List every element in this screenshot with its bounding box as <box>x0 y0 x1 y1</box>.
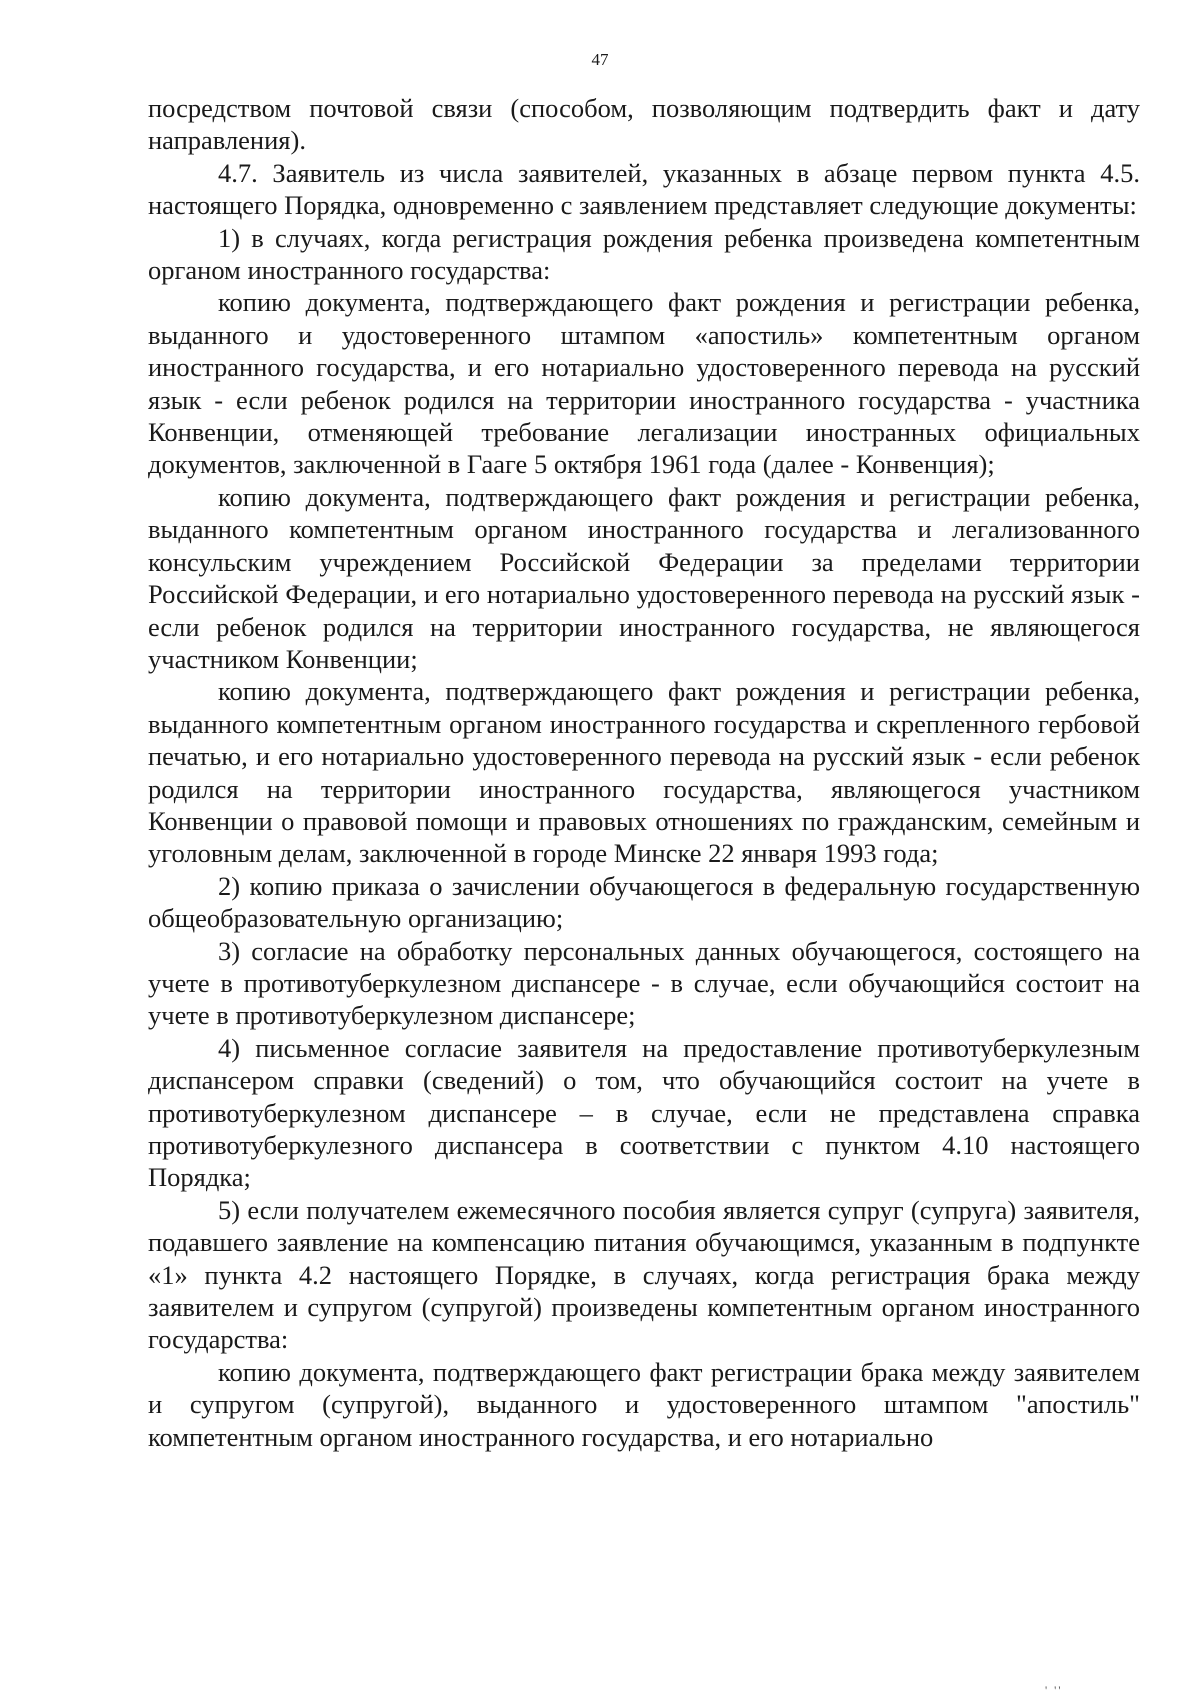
scan-corner-mark: ' '' <box>1045 1683 1063 1697</box>
paragraph-3: 1) в случаях, когда регистрация рождения ребенка произведена компетентным органом иностранного государства: <box>148 222 1140 286</box>
paragraph-5: копию документа, подтверждающего факт рождения и регистрации ребенка, выданного компетентным органом иностранного государства и легализованного консульским учреждением Российской Федерации за пределами территории Российской Федерации, и его нотариально удостоверенного перевода на русский язык - если ребенок родился на территории иностранного государства, не являющегося участником Конвенции; <box>148 481 1140 674</box>
paragraph-1: посредством почтовой связи (способом, позволяющим подтвердить факт и дату направления). <box>148 93 1140 156</box>
paragraph-10: 5) если получателем ежемесячного пособия является супруг (супруга) заявителя, подавшего заявление на компенсацию питания обучающимся, указанным в подпункте «1» пункта 4.2 настоящего Порядке, в случаях, когда регистрация брака между заявителем и супругом (супругой) произведены компетентным органом иностранного государства: <box>148 1194 1140 1355</box>
paragraph-2: 4.7. Заявитель из числа заявителей, указанных в абзаце первом пункта 4.5. настоящего Порядка, одновременно с заявлением представляет следующие документы: <box>148 157 1140 221</box>
paragraph-11: копию документа, подтверждающего факт регистрации брака между заявителем и супругом (супругой), выданного и удостоверенного штампом "апостиль" компетентным органом иностранного государства, и его нотариально <box>148 1356 1140 1452</box>
paragraph-7: 2) копию приказа о зачислении обучающегося в федеральную государственную общеобразовательную организацию; <box>148 870 1140 934</box>
page-number: 47 <box>591 50 609 69</box>
paragraph-8: 3) согласие на обработку персональных данных обучающегося, состоящего на учете в противотуберкулезном диспансере - в случае, если обучающийся состоит на учете в противотуберкулезном диспансере; <box>148 935 1140 1031</box>
paragraph-6: копию документа, подтверждающего факт рождения и регистрации ребенка, выданного компетентным органом иностранного государства и скрепленного гербовой печатью, и его нотариально удостоверенного перевода на русский язык - если ребенок родился на территории иностранного государства, являющегося участником Конвенции о правовой помощи и правовых отношениях по гражданским, семейным и уголовным делам, заключенной в городе Минске 22 января 1993 года; <box>148 676 1140 869</box>
paragraph-4: копию документа, подтверждающего факт рождения и регистрации ребенка, выданного и удостоверенного штампом «апостиль» компетентным органом иностранного государства, и его нотариально удостоверенного перевода на русский язык - если ребенок родился на территории иностранного государства - участника Конвенции, отменяющей требование легализации иностранных официальных документов, заключенной в Гааге 5 октября 1961 года (далее - Конвенция); <box>148 287 1140 480</box>
document-body <box>148 92 1140 1453</box>
paragraph-9: 4) письменное согласие заявителя на предоставление противотуберкулезным диспансером справки (сведений) о том, что обучающийся состоит на учете в противотуберкулезном диспансере – в случае, если не представлена справка противотуберкулезного диспансера в соответствии с пунктом 4.10 настоящего Порядка; <box>148 1032 1140 1193</box>
